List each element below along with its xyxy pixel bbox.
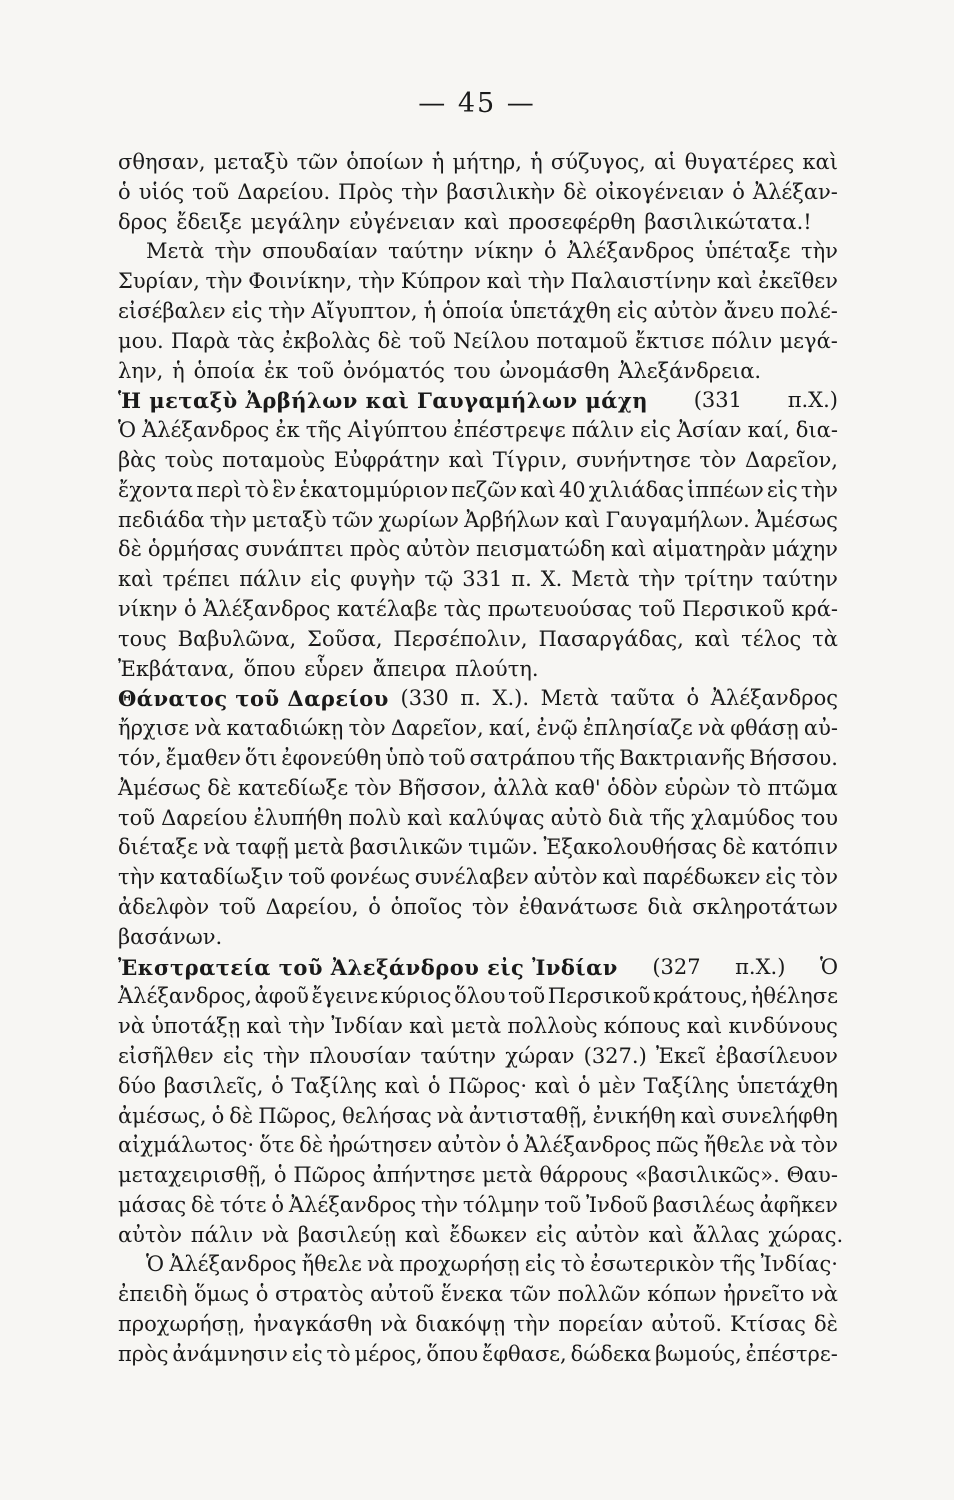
- text-line: ἀμέσως, ὁ δὲ Πῶρος, θελήσας νὰ ἀντισταθῇ, ἐνικήθη καὶ συνελήφθη: [118, 1103, 838, 1128]
- text-line: τους Βαβυλῶνα, Σοῦσα, Περσέπολιν, Πασαργάδας, καὶ τέλος τὰ: [118, 626, 838, 651]
- text-line: δύο βασιλεῖς, ὁ Ταξίλης καὶ ὁ Πῶρος· καὶ ὁ μὲν Ταξίλης ὑπετάχθη: [118, 1073, 838, 1098]
- text-line: μάσας δὲ τότε ὁ Ἀλέξανδρος τὴν τόλμην τοῦ Ἰνδοῦ βασιλέως ἀφῆκεν: [118, 1192, 838, 1217]
- text-line: Ὁ Ἀλέξανδρος ἤθελε νὰ προχωρήσῃ εἰς τὸ ἐσωτερικὸν τῆς Ἰνδίας·: [146, 1252, 838, 1277]
- text-line: βὰς τοὺς ποταμοὺς Εὐφράτην καὶ Τίγριν, συνήντησε τὸν Δαρεῖον,: [118, 447, 838, 472]
- text-line: τοῦ Δαρείου ἐλυπήθη πολὺ καὶ καλύψας αὐτὸ διὰ τῆς χλαμύδος του: [118, 805, 838, 830]
- text-line: Ἀμέσως δὲ κατεδίωξε τὸν Βῆσσον, ἀλλὰ καθ' ὁδὸν εὑρὼν τὸ πτῶμα: [118, 775, 838, 800]
- text-line: αὐτὸν πάλιν νὰ βασιλεύῃ καὶ ἔδωκεν εἰς αὐτὸν καὶ ἄλλας χώρας.: [118, 1222, 844, 1247]
- text-line: Ἐκστρατεία τοῦ Ἀλεξάνδρου εἰς Ἰνδίαν (327 π.Χ.) Ὁ: [118, 954, 838, 980]
- text-line: διέταξε νὰ ταφῇ μετὰ βασιλικῶν τιμῶν. Ἐξακολουθήσας δὲ κατόπιν: [118, 835, 838, 860]
- text-line: ἔχοντα περὶ τὸ ἓν ἑκατομμύριον πεζῶν καὶ 40 χιλιάδας ἱππέων εἰς τὴν: [118, 477, 838, 502]
- text-line: προχωρήσῃ, ἠναγκάσθη νὰ διακόψῃ τὴν πορείαν αὐτοῦ. Κτίσας δὲ: [118, 1312, 838, 1337]
- text-line: λην, ἡ ὁποία ἐκ τοῦ ὀνόματός του ὠνομάσθη Ἀλεξάνδρεια.: [118, 358, 762, 383]
- text-line: ἤρχισε νὰ καταδιώκῃ τὸν Δαρεῖον, καί, ἐνῷ ἐπλησίαζε νὰ φθάσῃ αὐ-: [118, 716, 838, 741]
- text-line: Συρίαν, τὴν Φοινίκην, τὴν Κύπρον καὶ τὴν Παλαιστίνην καὶ ἐκεῖθεν: [118, 269, 838, 294]
- text-line: Ἐκβάτανα, ὅπου εὗρεν ἄπειρα πλούτη.: [118, 656, 539, 681]
- text-line: δρος ἔδειξε μεγάλην εὐγένειαν καὶ προσεφέρθη βασιλικώτατα.!: [118, 209, 812, 234]
- text-line: Ὁ Ἀλέξανδρος ἐκ τῆς Αἰγύπτου ἐπέστρεψε πάλιν εἰς Ἀσίαν καί, δια-: [118, 418, 838, 443]
- text-line: Μετὰ τὴν σπουδαίαν ταύτην νίκην ὁ Ἀλέξανδρος ὑπέταξε τὴν: [146, 239, 838, 264]
- text-line: νίκην ὁ Ἀλέξανδρος κατέλαβε τὰς πρωτευούσας τοῦ Περσικοῦ κρά-: [118, 596, 838, 621]
- text-line: νὰ ὑποτάξῃ καὶ τὴν Ἰνδίαν καὶ μετὰ πολλοὺς κόπους καὶ κινδύνους: [118, 1014, 838, 1039]
- text-line: ἐπειδὴ ὅμως ὁ στρατὸς αὐτοῦ ἕνεκα τῶν πολλῶν κόπων ἠρνεῖτο νὰ: [118, 1282, 838, 1307]
- text-line: Ἡ μεταξὺ Ἀρβήλων καὶ Γαυγαμήλων μάχη (331 π.Χ.): [118, 388, 838, 414]
- text-line: πρὸς ἀνάμνησιν εἰς τὸ μέρος, ὅπου ἔφθασε, δώδεκα βωμούς, ἐπέστρε-: [118, 1341, 838, 1366]
- text-line: Ἀλέξανδρος, ἀφοῦ ἔγεινε κύριος ὅλου τοῦ Περσικοῦ κράτους, ἠθέλησε: [118, 984, 838, 1009]
- text-line: πεδιάδα τὴν μεταξὺ τῶν χωρίων Ἀρβήλων καὶ Γαυγαμήλων. Ἀμέσως: [118, 507, 838, 532]
- text-line: βασάνων.: [118, 924, 223, 949]
- body-text: [118, 148, 844, 1370]
- text-line: καὶ τρέπει πάλιν εἰς φυγὴν τῷ 331 π. Χ. Μετὰ τὴν τρίτην ταύτην: [118, 567, 838, 592]
- text-line: τόν, ἔμαθεν ὅτι ἐφονεύθη ὑπὸ τοῦ σατράπου τῆς Βακτριανῆς Βήσσου.: [118, 745, 838, 770]
- text-line: δὲ ὁρμήσας συνάπτει πρὸς αὐτὸν πεισματώδη καὶ αἱματηρὰν μάχην: [118, 537, 838, 562]
- text-line: εἰσέβαλεν εἰς τὴν Αἴγυπτον, ἡ ὁποία ὑπετάχθη εἰς αὐτὸν ἄνευ πολέ-: [118, 298, 838, 323]
- text-line: Θάνατος τοῦ Δαρείου (330 π. Χ.). Μετὰ ταῦτα ὁ Ἀλέξανδρος: [118, 686, 838, 712]
- text-line: μεταχειρισθῇ, ὁ Πῶρος ἀπήντησε μετὰ θάρρους «βασιλικῶς». Θαυ-: [118, 1163, 838, 1188]
- text-line: ἀδελφὸν τοῦ Δαρείου, ὁ ὁποῖος τὸν ἐθανάτωσε διὰ σκληροτάτων: [118, 894, 838, 919]
- page-number: — 45 —: [418, 88, 536, 119]
- text-line: εἰσῆλθεν εἰς τὴν πλουσίαν ταύτην χώραν (327.) Ἐκεῖ ἐβασίλευον: [118, 1043, 838, 1068]
- text-line: σθησαν, μεταξὺ τῶν ὁποίων ἡ μήτηρ, ἡ σύζυγος, αἱ θυγατέρες καὶ: [118, 150, 838, 174]
- text-line: αἰχμάλωτος· ὅτε δὲ ἠρώτησεν αὐτὸν ὁ Ἀλέξανδρος πῶς ἤθελε νὰ τὸν: [118, 1133, 838, 1158]
- text-line: τὴν καταδίωξιν τοῦ φονέως συνέλαβεν αὐτὸν καὶ παρέδωκεν εἰς τὸν: [118, 865, 838, 890]
- text-line: ὁ υἱός τοῦ Δαρείου. Πρὸς τὴν βασιλικὴν δὲ οἰκογένειαν ὁ Ἀλέξαν-: [118, 179, 838, 204]
- text-line: μου. Παρὰ τὰς ἐκβολὰς δὲ τοῦ Νείλου ποταμοῦ ἔκτισε πόλιν μεγά-: [118, 328, 838, 353]
